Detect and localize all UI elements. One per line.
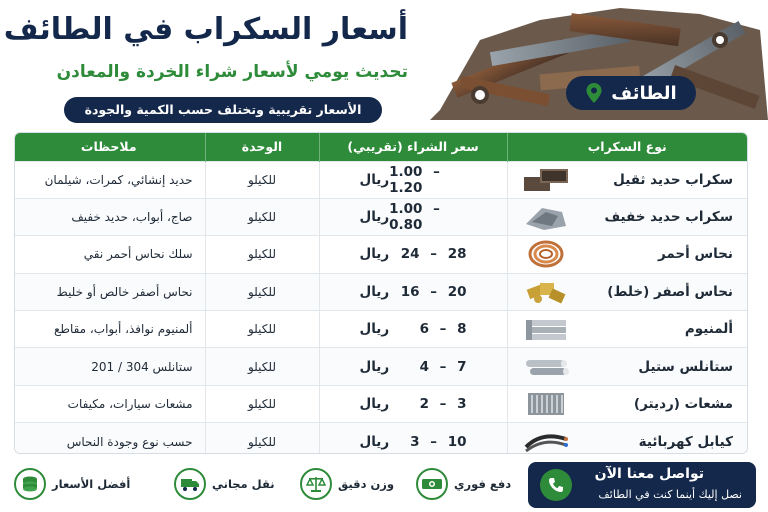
heavy-iron-icon bbox=[522, 165, 570, 195]
price-currency: ريال bbox=[359, 246, 390, 263]
scrap-type-name: ستانلس ستيل bbox=[638, 358, 733, 375]
cell-type bbox=[507, 198, 747, 235]
scrap-type-name: نحاس أصفر (خلط) bbox=[607, 283, 733, 300]
table-row bbox=[14, 161, 747, 198]
feature-label: نقل مجاني bbox=[212, 477, 275, 491]
cell-type bbox=[507, 311, 747, 348]
scale-icon bbox=[300, 468, 332, 500]
cell-notes: نحاس أصفر خالص أو خليط bbox=[14, 273, 205, 310]
scrap-type-name: سكراب حديد ثقيل bbox=[613, 171, 733, 188]
location-pin-icon bbox=[585, 82, 603, 104]
header-price: سعر الشراء (تقريبي) bbox=[319, 133, 507, 161]
scrap-type-name: ألمنيوم bbox=[684, 321, 733, 338]
cell-price bbox=[319, 236, 507, 273]
stainless-icon bbox=[522, 352, 570, 382]
price-currency: ريال bbox=[359, 396, 390, 413]
cell-price bbox=[319, 348, 507, 385]
price-range: 3 – 10 bbox=[410, 433, 467, 450]
cell-type bbox=[507, 423, 747, 454]
cell-unit: للكيلو bbox=[205, 423, 319, 454]
cell-unit: للكيلو bbox=[205, 311, 319, 348]
cell-type bbox=[507, 161, 747, 198]
truck-icon bbox=[174, 468, 206, 500]
feature-best-prices bbox=[14, 466, 130, 502]
cell-price bbox=[319, 311, 507, 348]
price-currency: ريال bbox=[359, 321, 390, 338]
cash-icon bbox=[416, 468, 448, 500]
header-type: نوع السكراب bbox=[507, 133, 747, 161]
price-range: 4 – 7 bbox=[419, 358, 467, 375]
cell-notes: سلك نحاس أحمر نقي bbox=[14, 236, 205, 273]
page-header bbox=[0, 0, 768, 128]
feature-accurate-weight bbox=[300, 466, 394, 502]
price-currency: ريال bbox=[359, 209, 390, 226]
city-badge bbox=[566, 76, 696, 110]
coins-icon bbox=[14, 468, 46, 500]
table-row bbox=[14, 273, 747, 310]
table-row bbox=[14, 423, 747, 454]
cell-price bbox=[319, 385, 507, 422]
price-range: 24 – 28 bbox=[400, 246, 467, 263]
price-range: 2 – 3 bbox=[419, 396, 467, 413]
table-row bbox=[14, 385, 747, 422]
header-unit: الوحدة bbox=[205, 133, 319, 161]
cables-icon bbox=[522, 427, 570, 454]
table-row bbox=[14, 311, 747, 348]
table-row bbox=[14, 198, 747, 235]
light-iron-icon bbox=[522, 202, 570, 232]
cell-unit: للكيلو bbox=[205, 348, 319, 385]
price-currency: ريال bbox=[359, 283, 390, 300]
price-range: 1.00 – 0.80 bbox=[389, 201, 440, 234]
cell-notes: مشعات سيارات، مكيفات bbox=[14, 385, 205, 422]
cell-notes: ستانلس 304 / 201 bbox=[14, 348, 205, 385]
contact-subtitle: نصل إليك أينما كنت في الطائف bbox=[598, 488, 742, 501]
feature-label: أفضل الأسعار bbox=[52, 477, 131, 491]
cell-price bbox=[319, 273, 507, 310]
price-range: 6 – 8 bbox=[419, 321, 467, 338]
phone-icon bbox=[540, 469, 572, 501]
page-title: أسعار السكراب في الطائف bbox=[3, 12, 408, 47]
cell-type bbox=[507, 273, 747, 310]
cell-type bbox=[507, 236, 747, 273]
cell-price bbox=[319, 423, 507, 454]
contact-title: تواصل معنا الآن bbox=[594, 466, 704, 482]
table-row bbox=[14, 236, 747, 273]
cell-price bbox=[319, 198, 507, 235]
cell-unit: للكيلو bbox=[205, 161, 319, 198]
cell-unit: للكيلو bbox=[205, 198, 319, 235]
scrap-type-name: مشعات (رديتر) bbox=[633, 396, 733, 413]
table-header-row bbox=[14, 133, 747, 161]
page-subtitle: تحديث يومي لأسعار شراء الخردة والمعادن bbox=[56, 62, 408, 82]
scrap-type-name: كيابل كهربائية bbox=[638, 433, 733, 450]
price-currency: ريال bbox=[359, 358, 390, 375]
prices-table bbox=[14, 132, 748, 454]
cell-type bbox=[507, 385, 747, 422]
prices-note-badge: الأسعار تقريبية وتختلف حسب الكمية والجودة bbox=[64, 97, 382, 123]
cell-unit: للكيلو bbox=[205, 273, 319, 310]
radiator-icon bbox=[522, 389, 570, 419]
feature-instant-payment bbox=[416, 466, 511, 502]
contact-us-button[interactable] bbox=[528, 462, 756, 508]
price-range: 16 – 20 bbox=[400, 283, 467, 300]
brass-icon bbox=[522, 277, 570, 307]
scrap-type-name: نحاس أحمر bbox=[657, 246, 733, 263]
feature-label: دفع فوري bbox=[454, 477, 512, 491]
scrap-type-name: سكراب حديد خفيف bbox=[604, 209, 733, 226]
header-notes: ملاحظات bbox=[14, 133, 205, 161]
aluminum-icon bbox=[522, 314, 570, 344]
cell-notes: ألمنيوم نوافذ، أبواب، مقاطع bbox=[14, 311, 205, 348]
cell-notes: صاج، أبواب، حديد خفيف bbox=[14, 198, 205, 235]
price-currency: ريال bbox=[359, 433, 390, 450]
city-label: الطائف bbox=[611, 82, 677, 104]
red-copper-icon bbox=[522, 239, 570, 269]
price-range: 1.00 – 1.20 bbox=[389, 163, 440, 196]
price-currency: ريال bbox=[359, 171, 390, 188]
cell-price bbox=[319, 161, 507, 198]
cell-notes: حسب نوع وجودة النحاس bbox=[14, 423, 205, 454]
cell-unit: للكيلو bbox=[205, 385, 319, 422]
cell-unit: للكيلو bbox=[205, 236, 319, 273]
table-row bbox=[14, 348, 747, 385]
feature-label: وزن دقيق bbox=[338, 477, 395, 491]
feature-free-transport bbox=[174, 466, 275, 502]
cell-type bbox=[507, 348, 747, 385]
cell-notes: حديد إنشائي، كمرات، شيلمان bbox=[14, 161, 205, 198]
